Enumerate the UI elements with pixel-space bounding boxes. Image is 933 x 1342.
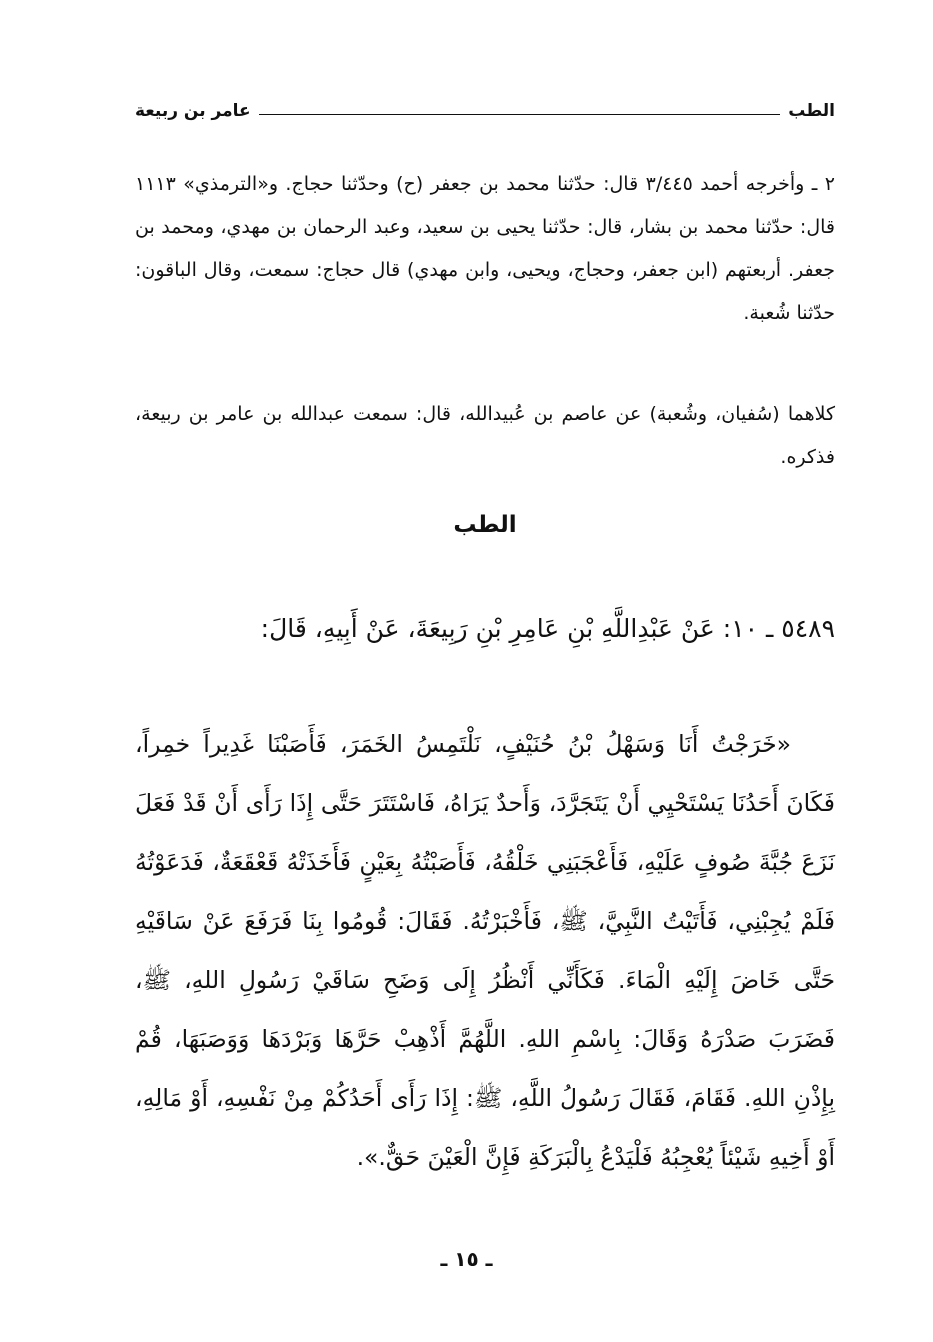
header-companion: عامر بن ربيعة	[135, 101, 251, 121]
page-number: ـ ١٥ ـ	[440, 1247, 493, 1271]
hadith-text: «خَرَجْتُ أَنَا وَسَهْلُ بْنُ حُنَيْفٍ، نَلْتَمِسُ الخَمَرَ، فَأَصَبْنَا غَدِيراً خمِراً، فَكَانَ أَحَدُنَا يَسْتَحْيِي أَنْ يَتَجَرَّدَ، وَأَحدٌ يَرَاهُ، فَاسْتَتَرَ حَتَّى إِذَا رَأَى أَنْ قَدْ فَعَلَ نَزَعَ جُبَّةَ صُوفٍ عَلَيْهِ، فَأَعْجَبَنِي خَلْقُهُ، فَأَصَبْتُهُ بِعَيْنٍ فَأَخَذَتْهُ قَعْقَعَةٌ، فَدَعَوْتُهُ فَلَمْ يُجِبْنِي، فَأَتَيْتُ النَّبِيَّ، ﷺ، فَأَخْبَرْتُهُ. فَقَالَ: قُومُوا بِنَا فَرَفَعَ عَنْ سَاقَيْهِ حَتَّى خَاضَ إِلَيْهِ الْمَاءَ. فَكَأَنِّي أَنْظُرُ إِلَى وَضَحِ سَاقَيْ رَسُولِ اللهِ، ﷺ، فَضَرَبَ صَدْرَهُ وَقَالَ: بِاسْمِ اللهِ. اللَّهُمَّ أَذْهِبْ حَرَّهَا وَبَرْدَهَا وَوَصَبَهَا، قُمْ بِإِذْنِ اللهِ. فَقَامَ، فَقَالَ رَسُولُ اللَّهِ، ﷺ: إِذَا رَأَى أَحَدُكُمْ مِنْ نَفْسِهِ، أَوْ مَالِهِ، أَوْ أَخِيهِ شَيْئاً يُعْجِبُهُ فَلْيَدْعُ بِالْبَرَكَةِ فَإِنَّ الْعَيْنَ حَقٌّ.».	[135, 730, 835, 1171]
footnote-2	[135, 393, 835, 479]
running-header	[135, 98, 835, 124]
footnote-1	[135, 163, 835, 335]
hadith-body	[135, 715, 835, 1187]
section-title: الطب	[453, 512, 517, 538]
footnote-2-text: كلاهما (سُفيان، وشُعبة) عن عاصم بن عُبيدالله، قال: سمعت عبدالله بن عامر بن ربيعة، فذكره.	[135, 403, 835, 468]
hadith-heading	[135, 600, 835, 658]
hadith-heading-text: ٥٤٨٩ ـ ١٠: عَنْ عَبْدِاللَّهِ بْنِ عَامِرِ بْنِ رَبِيعَةَ، عَنْ أَبِيهِ، قَالَ:	[260, 614, 835, 643]
footnote-1-text: ٢ ـ وأخرجه أحمد ٣/٤٤٥ قال: حدّثنا محمد بن جعفر (ح) وحدّثنا حجاج. و«الترمذي» ١١١٣ قال: حدّثنا محمد بن بشار، قال: حدّثنا يحيى بن سعيد، وعبد الرحمان بن مهدي، ومحمد بن جعفر. أربعتهم (ابن جعفر، وحجاج، ويحيى، وابن مهدي) قال حجاج: سمعت، وقال الباقون: حدّثنا شُعبة.	[135, 173, 835, 324]
header-rule	[259, 114, 781, 115]
header-chapter: الطب	[788, 101, 835, 121]
